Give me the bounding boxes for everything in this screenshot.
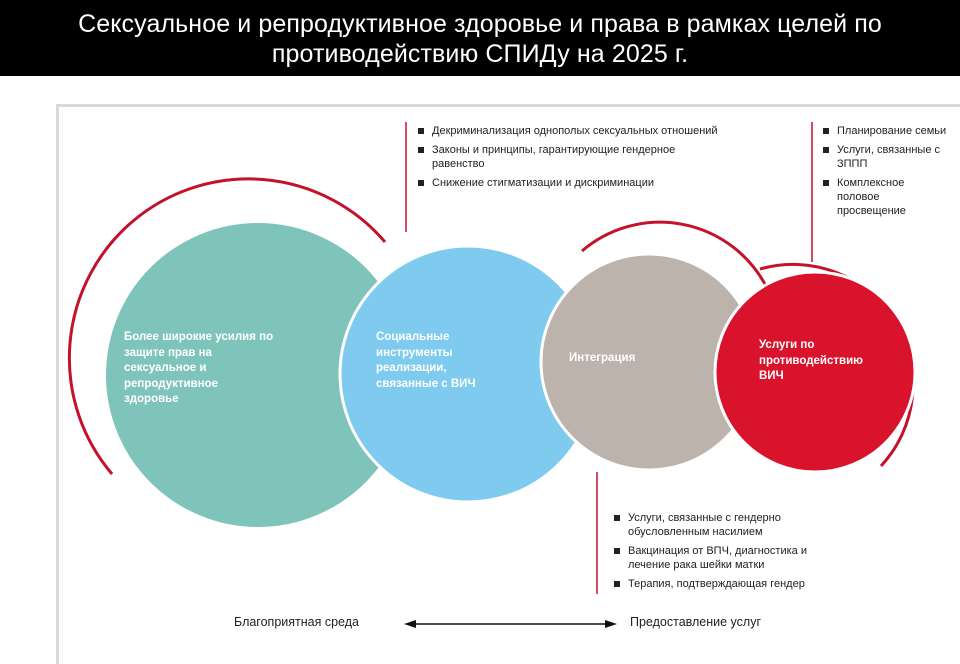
axis-arrow-left-head (404, 620, 416, 628)
circle-hiv-services-label: Услуги по противодействию ВИЧ (759, 339, 863, 382)
page-title-line-2: противодействию СПИДу на 2025 г. (271, 40, 689, 68)
bullet-item: Услуги, связанные с гендерно обусловленным насилием (612, 511, 813, 539)
bullet-item: Планирование семьи (821, 124, 956, 138)
bullet-item: Комплексное половое просвещение (821, 176, 927, 218)
circle-srh-rights-label: Более широкие усилия по защите прав на сексуальное и репродуктивное здоровье (124, 331, 274, 405)
bullet-item: Вакцинация от ВПЧ, диагностика и лечение рака шейки матки (612, 544, 847, 572)
bullets-top-right (821, 124, 956, 223)
bullet-item: Услуги, связанные с ЗППП (821, 143, 957, 171)
bullet-item: Снижение стигматизации и дискриминации (416, 176, 766, 190)
bullet-item: Декриминализация однополых сексуальных отношений (416, 124, 766, 138)
bullet-item: Законы и принципы, гарантирующие гендерное равенство (416, 143, 722, 171)
circle-social-enablers-label: Социальные инструменты реализации, связанные с ВИЧ (376, 331, 476, 390)
axis-arrow-right-head (605, 620, 617, 628)
bullets-top-center (416, 124, 766, 195)
axis-label-right: Предоставление услуг (630, 615, 762, 629)
bullet-item: Терапия, подтверждающая гендер (612, 577, 847, 591)
axis-label-left: Благоприятная среда (234, 615, 359, 629)
page-title-line-1: Сексуальное и репродуктивное здоровье и права в рамках целей по (78, 10, 882, 38)
bullets-bottom (612, 511, 847, 596)
circle-integration-label: Интеграция (569, 352, 636, 364)
